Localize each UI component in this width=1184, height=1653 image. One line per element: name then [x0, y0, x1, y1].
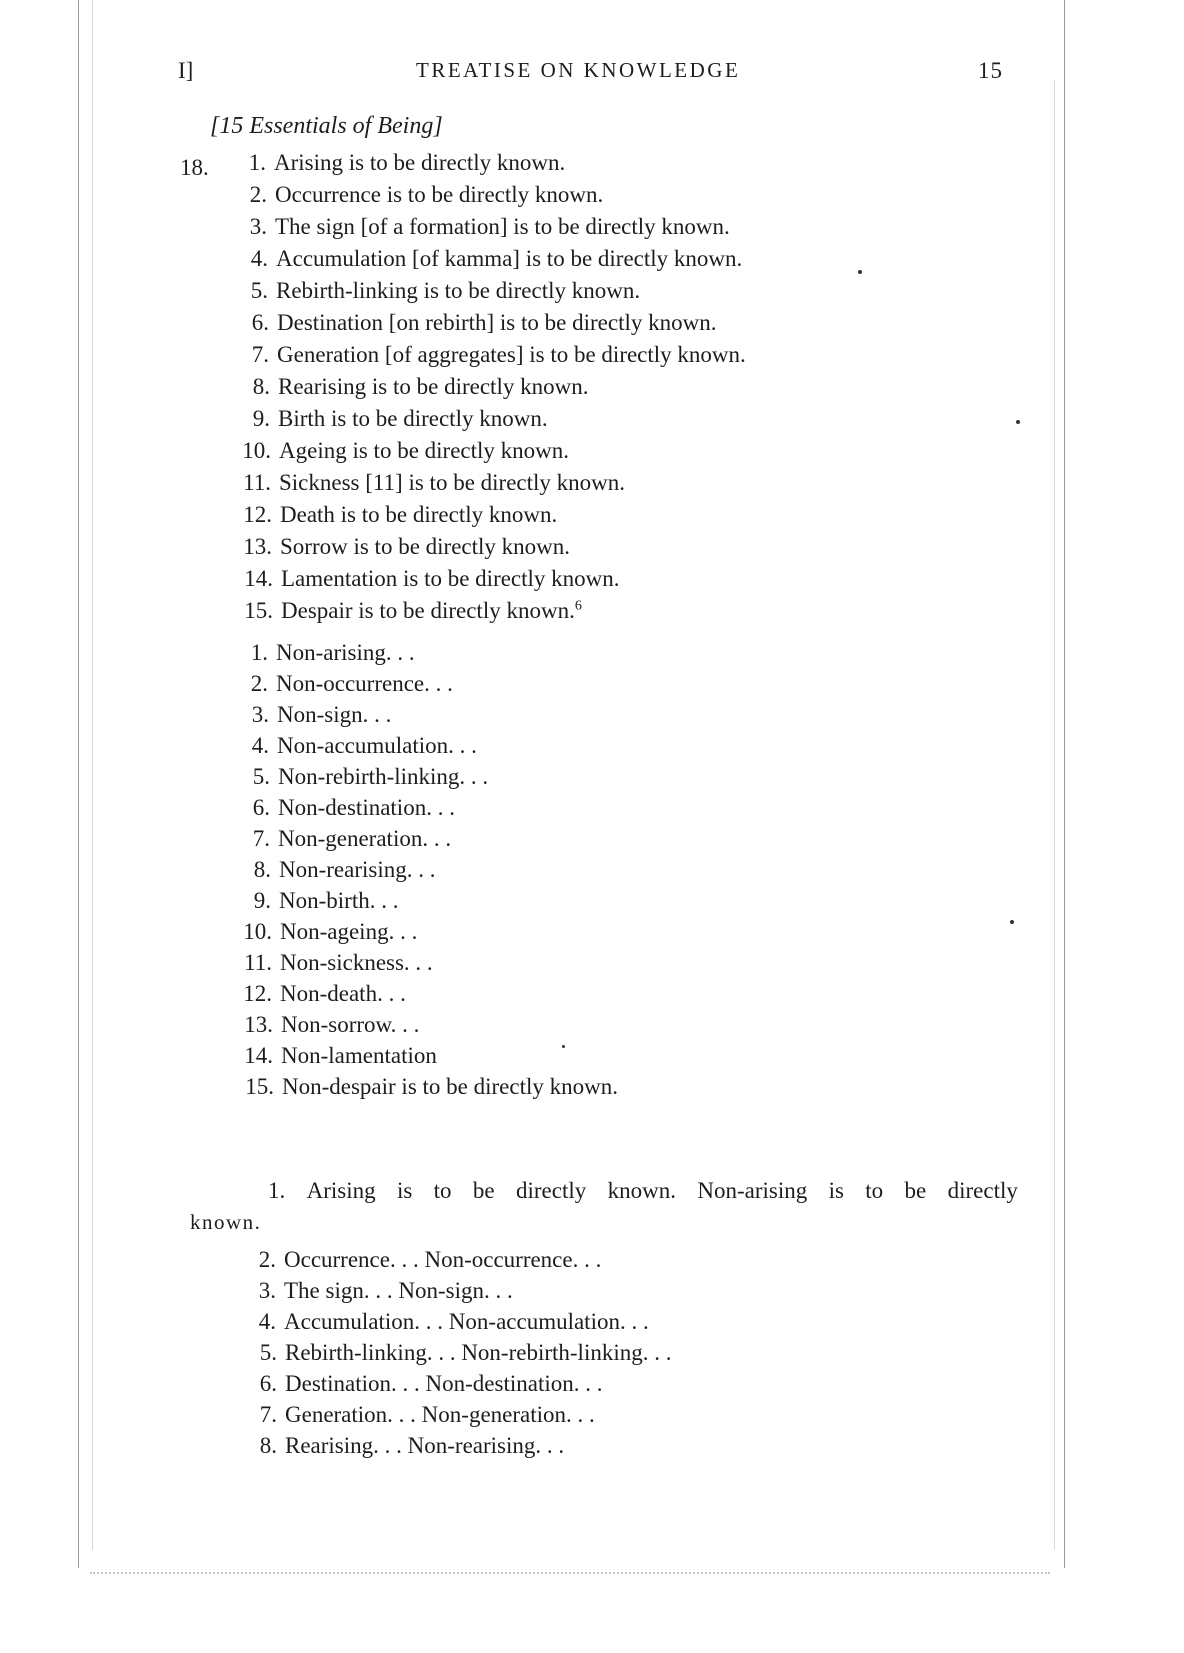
list-item-number: 3. — [251, 702, 269, 727]
list-item-text: Non-death. . . — [280, 981, 406, 1006]
paired-item-word: be — [904, 1178, 927, 1203]
list-item-number: 6. — [252, 795, 270, 820]
list-item-text: Non-generation. . . — [278, 826, 452, 851]
running-head-title: TREATISE ON KNOWLEDGE — [416, 58, 741, 82]
scan-speck — [562, 1045, 565, 1048]
scan-noise-bottom — [90, 1572, 1050, 1576]
list-item — [231, 888, 398, 914]
list-item-number: 7. — [252, 826, 270, 851]
list-item-text: Destination. . . Non-destination. . . — [285, 1371, 603, 1396]
list-item-number: 8. — [259, 1433, 277, 1458]
list-item-text: Rebirth-linking is to be directly known. — [276, 278, 641, 303]
list-item-number: 1. — [250, 640, 268, 665]
list-item — [232, 919, 417, 945]
page-edge-right-shadow — [1054, 80, 1055, 1550]
list-item-number: 9. — [252, 406, 270, 431]
scan-speck — [858, 270, 862, 274]
list-item-number: 4. — [251, 733, 269, 758]
list-item-text: Non-birth. . . — [279, 888, 399, 913]
list-item-number: 12. — [243, 981, 272, 1006]
list-item — [227, 214, 730, 240]
list-item-number: 6. — [259, 1371, 277, 1396]
list-item — [230, 406, 548, 432]
list-item-text: Non-arising. . . — [276, 640, 415, 665]
section-subheading: [15 Essentials of Being] — [210, 113, 443, 139]
list-item-text: Generation. . . Non-generation. . . — [285, 1402, 595, 1427]
list-item-text: Non-despair is to be directly known. — [282, 1074, 618, 1099]
list-item-text: Non-ageing. . . — [280, 919, 418, 944]
paired-item-word: known. — [607, 1178, 676, 1203]
list-item — [232, 981, 406, 1007]
list-item-text: Non-sickness. . . — [280, 950, 433, 975]
paired-item-word: directly — [947, 1178, 1018, 1203]
list-item-number: 12. — [243, 502, 272, 527]
list-item-number: 9. — [253, 888, 271, 913]
list-item-number: 10. — [243, 919, 272, 944]
list-item-number: 7. — [259, 1402, 277, 1427]
list-item-number: 14. — [244, 1043, 273, 1068]
list-item-text: Sorrow is to be directly known. — [280, 534, 571, 559]
list-item — [230, 374, 588, 400]
list-item-number: 15. — [244, 598, 273, 623]
list-item — [233, 1012, 419, 1038]
list-item-number: 4. — [250, 246, 268, 271]
page-edge-left-shadow — [92, 0, 93, 1550]
list-item-text: Lamentation is to be directly known. — [281, 566, 620, 591]
list-item-number: 5. — [252, 764, 270, 789]
list-item — [237, 1371, 603, 1397]
list-item — [229, 733, 477, 759]
list-item — [230, 795, 455, 821]
list-item — [230, 826, 451, 852]
list-item-text: Birth is to be directly known. — [278, 406, 548, 431]
paired-item-1-continuation: known. — [190, 1210, 262, 1234]
list-item-number: 13. — [244, 1012, 273, 1037]
list-item-number: 5. — [250, 278, 268, 303]
paired-item-1-line — [268, 1178, 1018, 1204]
paired-item-1-number: 1. — [268, 1178, 286, 1203]
list-item-number: 8. — [253, 857, 271, 882]
list-item — [228, 671, 453, 697]
paired-item-word: to — [865, 1178, 884, 1203]
list-item-text: Sickness [11] is to be directly known. — [279, 470, 626, 495]
list-item — [237, 1433, 564, 1459]
list-item-number: 10. — [242, 438, 271, 463]
list-item-text: Death is to be directly known. — [280, 502, 558, 527]
page-edge-left — [78, 0, 79, 1568]
paired-item-word: is — [396, 1178, 413, 1203]
list-item-number: 14. — [244, 566, 273, 591]
paired-item-word: Non-arising — [697, 1178, 808, 1203]
list-item — [236, 1247, 601, 1273]
list-item — [233, 566, 620, 592]
paired-item-word: be — [472, 1178, 495, 1203]
list-item-text: The sign. . . Non-sign. . . — [284, 1278, 513, 1303]
list-item-text: Destination [on rebirth] is to be directly known. — [277, 310, 717, 335]
list-item-number: 3. — [258, 1278, 276, 1303]
list-item-number: 2. — [258, 1247, 276, 1272]
list-item-text: Occurrence. . . Non-occurrence. . . — [284, 1247, 602, 1272]
list-item-text: Occurrence is to be directly known. — [275, 182, 604, 207]
list-item-text: Accumulation. . . Non-accumulation. . . — [284, 1309, 649, 1334]
list-item-number: 1. — [248, 150, 266, 175]
list-item — [231, 438, 569, 464]
list-item-text: Rebirth-linking. . . Non-rebirth-linking. . . — [285, 1340, 672, 1365]
list-item — [236, 1278, 513, 1304]
list-item-text: The sign [of a formation] is to be directly known. — [275, 214, 730, 239]
list-item — [232, 534, 570, 560]
list-item — [233, 598, 582, 624]
running-head-left: I] — [178, 58, 194, 83]
page-edge-right — [1064, 0, 1065, 1568]
list-item-text: Rearising is to be directly known. — [278, 374, 589, 399]
list-item-text: Non-rearising. . . — [279, 857, 436, 882]
list-item — [231, 470, 625, 496]
list-item — [229, 342, 746, 368]
paired-item-word: Arising — [306, 1178, 376, 1203]
list-item-text: Non-accumulation. . . — [277, 733, 477, 758]
list-item-text: Non-rebirth-linking. . . — [278, 764, 489, 789]
list-item-number: 2. — [250, 671, 268, 696]
list-item-number: 6. — [251, 310, 269, 335]
list-item-number: 15. — [245, 1074, 274, 1099]
list-item-text: Accumulation [of kamma] is to be directly known. — [276, 246, 743, 271]
list-item — [226, 150, 565, 176]
list-item-number: 3. — [249, 214, 267, 239]
list-item — [236, 1309, 649, 1335]
list-item — [232, 502, 557, 528]
list-item-text: Despair is to be directly known. — [281, 598, 575, 623]
footnote-marker: 6 — [574, 598, 582, 614]
list-item — [230, 764, 488, 790]
list-item-text: Rearising. . . Non-rearising. . . — [285, 1433, 565, 1458]
list-item — [229, 310, 716, 336]
list-item — [231, 857, 436, 883]
list-item-text: Arising is to be directly known. — [274, 150, 566, 175]
scan-speck — [1010, 920, 1014, 924]
list-item-number: 2. — [249, 182, 267, 207]
list-item-number: 8. — [252, 374, 270, 399]
list-item — [237, 1340, 671, 1366]
page-number: 15 — [978, 58, 1003, 83]
list-item-text: Non-lamentation — [281, 1043, 437, 1068]
list-item — [228, 246, 742, 272]
list-item-text: Generation [of aggregates] is to be directly known. — [277, 342, 746, 367]
paired-item-word: to — [433, 1178, 452, 1203]
list-item-number: 11. — [244, 950, 272, 975]
list-item-number: 7. — [251, 342, 269, 367]
paired-item-word: is — [828, 1178, 844, 1203]
list-item — [229, 702, 391, 728]
list-item-number: 13. — [243, 534, 272, 559]
list-item-number: 11. — [243, 470, 271, 495]
scan-speck — [1016, 420, 1020, 424]
list-item-text: Non-sorrow. . . — [281, 1012, 420, 1037]
paired-item-word: directly — [516, 1178, 587, 1203]
list-item — [228, 278, 640, 304]
list-item — [227, 182, 603, 208]
list-item-number: 4. — [258, 1309, 276, 1334]
paragraph-number: 18. — [180, 155, 209, 180]
list-item-text: Non-occurrence. . . — [276, 671, 453, 696]
list-item-text: Non-sign. . . — [277, 702, 392, 727]
list-item — [237, 1402, 595, 1428]
list-item — [234, 1074, 618, 1100]
list-item — [233, 1043, 437, 1069]
list-item — [228, 640, 415, 666]
list-item — [232, 950, 433, 976]
list-item-text: Ageing is to be directly known. — [279, 438, 570, 463]
list-item-number: 5. — [259, 1340, 277, 1365]
list-item-text: Non-destination. . . — [278, 795, 455, 820]
